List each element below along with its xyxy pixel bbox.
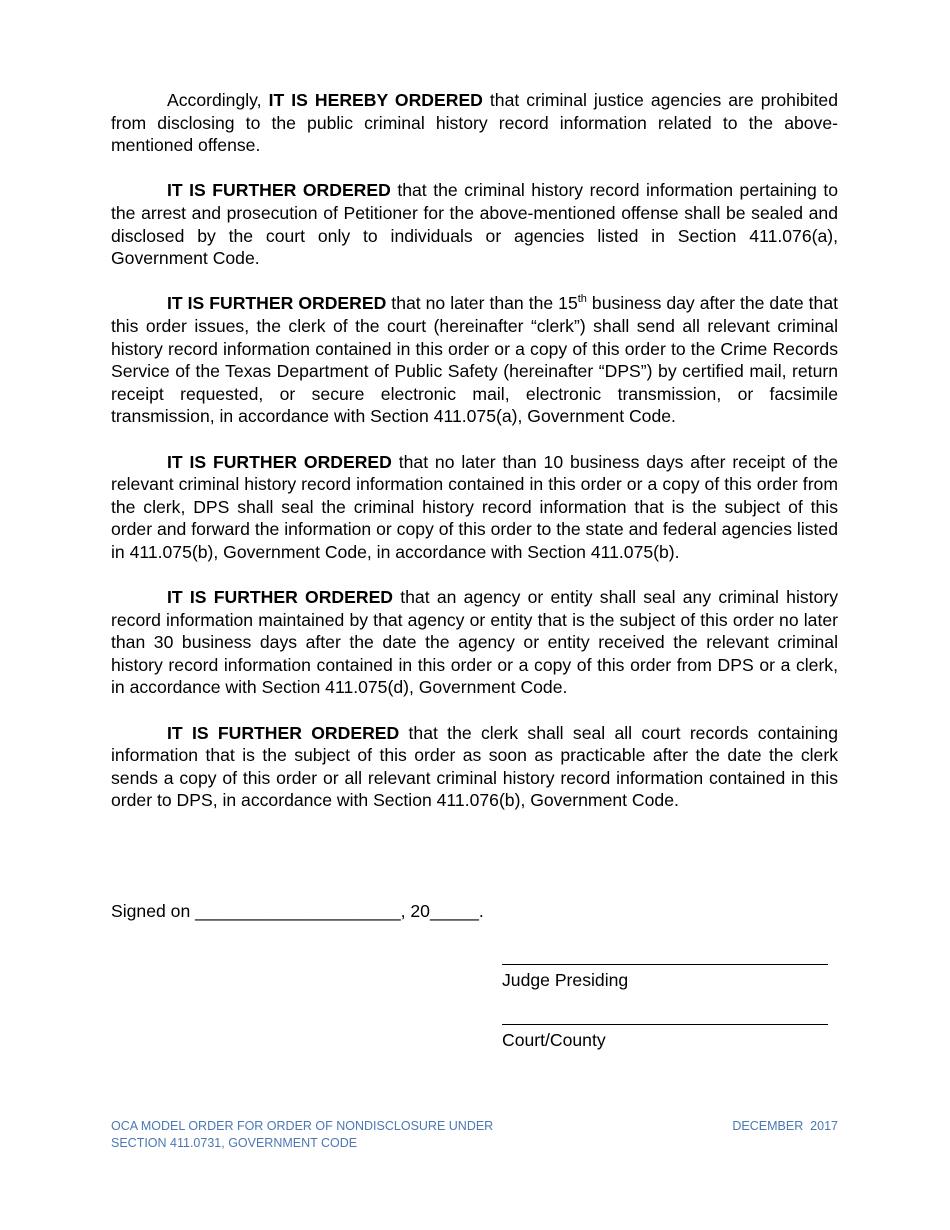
footer-title-line2: SECTION 411.0731, GOVERNMENT CODE [111,1136,358,1150]
judge-presiding-label: Judge Presiding [502,970,629,990]
ordinal-suffix: th [577,293,587,306]
footer-date: DECEMBER 2017 [732,1119,838,1133]
order-heading: IT IS FURTHER ORDERED [167,587,394,608]
order-heading: IT IS HEREBY ORDERED [268,90,483,110]
paragraph-sealed-disclosure [111,179,838,269]
paragraph-clerk-seal [111,722,838,812]
paragraph-lead: Accordingly, [167,90,269,110]
judge-signature-block [502,964,830,991]
order-heading: IT IS FURTHER ORDERED [167,722,400,743]
signed-on-line: Signed on _____________________, 20_____. [111,901,484,921]
order-heading: IT IS FURTHER ORDERED [167,451,392,472]
paragraph-dps-seal [111,451,838,564]
paragraph-clerk-send [111,292,838,428]
footer-title-line1: OCA MODEL ORDER FOR ORDER OF NONDISCLOSURE UNDER [111,1119,494,1133]
footer-left [111,1118,493,1152]
paragraph-text: that no later than the 15 [386,293,578,314]
paragraph-text-continued: business day after the date that this order issues, the clerk of the court (hereinafter “clerk”) shall send all relevant criminal history record information contained in this order or a copy of this order to the Crime Records Service of the Texas Department of Public Safety (hereinafter “DPS”) by certified mail, return receipt requested, or secure electronic mail, electronic transmission, or facsimile transmission, in accordance with Section 411.075(a), Government Code. [111,293,838,427]
paragraph-hereby-ordered [111,89,838,157]
paragraph-text: that the clerk shall seal all court records containing information that is the subject of this order as soon as practicable after the date the clerk sends a copy of this order or all relevant criminal history record information contained in this order to DPS, in accordance with Section 411.076(b), Government Code. [111,722,838,811]
court-county-label: Court/County [502,1030,606,1050]
paragraph-text: that an agency or entity shall seal any criminal history record information maintained by that agency or entity that is the subject of this order no later than 30 business days after the date the agency or entity received the relevant criminal history record information contained in this order or a copy of this order from DPS or a clerk, in accordance with Section 411.075(d), Government Code. [111,587,839,698]
paragraph-text: that no later than 10 business days after receipt of the relevant criminal history record information contained in this order or a copy of this order from the clerk, DPS shall seal the criminal history record information that is the subject of this order and forward the information or copy of this order to the state and federal agencies listed in 411.075(b), Government Code, in accordance with Section 411.075(b). [111,451,839,562]
paragraph-text: that criminal justice agencies are prohibited from disclosing to the public criminal history record information related to the above-mentioned offense. [111,90,839,156]
judge-signature-line [502,964,828,965]
order-body [111,89,838,835]
court-county-line [502,1024,828,1025]
paragraph-text: that the criminal history record information pertaining to the arrest and prosecution of Petitioner for the above-mentioned offense shall be sealed and disclosed by the court only to individuals or agencies listed in Section 411.076(a), Government Code. [111,180,838,269]
paragraph-agency-seal [111,586,838,699]
court-signature-block [502,1024,830,1051]
order-heading: IT IS FURTHER ORDERED [167,293,387,314]
order-heading: IT IS FURTHER ORDERED [167,180,391,201]
